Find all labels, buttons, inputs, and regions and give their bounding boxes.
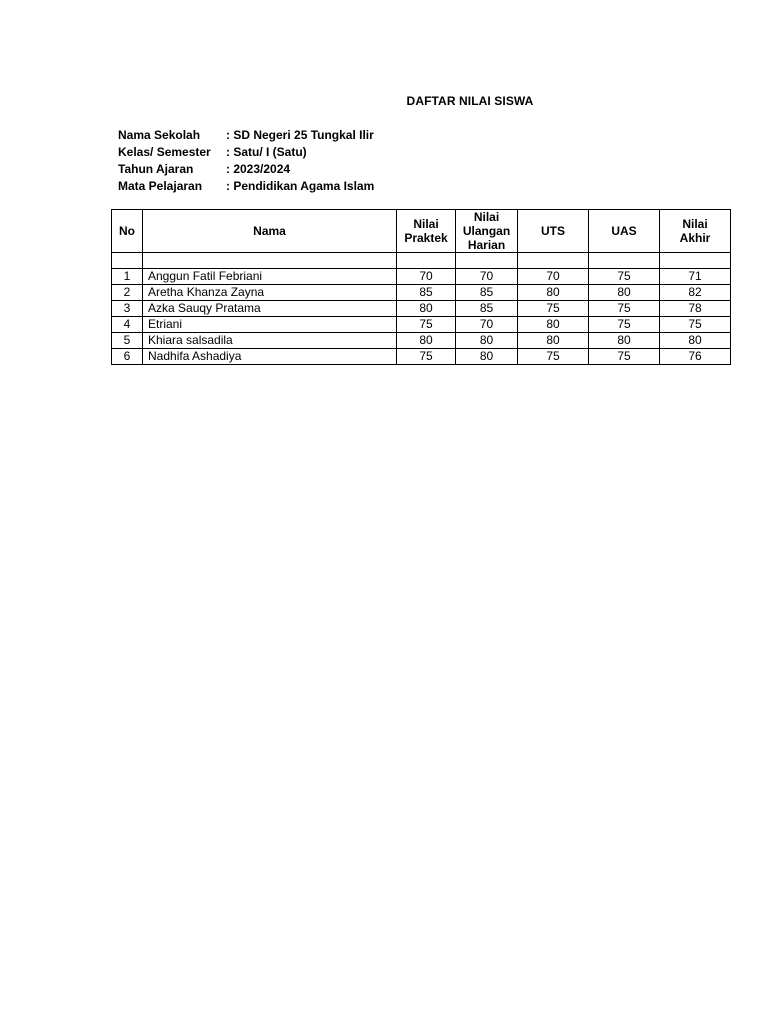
table-cell	[589, 253, 660, 269]
cell-praktek: 80	[397, 333, 456, 349]
header-line: Harian	[467, 238, 506, 252]
info-value: : Satu/ I (Satu)	[226, 145, 307, 159]
info-row-year	[118, 161, 374, 178]
info-label: Nama Sekolah	[118, 128, 201, 142]
header-line: Nilai	[413, 217, 439, 231]
table-row	[112, 285, 731, 301]
table-cell	[143, 253, 397, 269]
cell-praktek: 80	[397, 301, 456, 317]
table-row	[112, 301, 731, 317]
grades-table	[111, 209, 731, 365]
document-info	[118, 127, 374, 195]
cell-akhir: 76	[660, 349, 731, 365]
cell-uts: 80	[518, 333, 589, 349]
header-uas: UAS	[589, 210, 660, 253]
info-row-class	[118, 144, 374, 161]
table-cell	[397, 253, 456, 269]
cell-uts: 70	[518, 269, 589, 285]
cell-uas: 80	[589, 285, 660, 301]
info-value: : 2023/2024	[226, 162, 291, 176]
cell-uas: 75	[589, 349, 660, 365]
header-nama: Nama	[143, 210, 397, 253]
cell-no: 1	[112, 269, 143, 285]
info-value: : Pendidikan Agama Islam	[226, 179, 375, 193]
header-no: No	[112, 210, 143, 253]
header-line: Nilai	[682, 217, 708, 231]
cell-nama: Nadhifa Ashadiya	[143, 349, 397, 365]
cell-ulangan: 85	[456, 301, 518, 317]
table-row	[112, 333, 731, 349]
cell-uas: 75	[589, 269, 660, 285]
table-cell	[660, 253, 731, 269]
cell-ulangan: 70	[456, 269, 518, 285]
cell-praktek: 75	[397, 317, 456, 333]
cell-no: 5	[112, 333, 143, 349]
cell-akhir: 82	[660, 285, 731, 301]
cell-no: 6	[112, 349, 143, 365]
table-row	[112, 269, 731, 285]
header-line: Ulangan	[462, 224, 511, 238]
info-value: : SD Negeri 25 Tungkal Ilir	[226, 128, 374, 142]
cell-ulangan: 80	[456, 349, 518, 365]
header-line: Akhir	[679, 231, 711, 245]
cell-no: 3	[112, 301, 143, 317]
header-nilai-akhir	[660, 210, 731, 253]
cell-nama: Aretha Khanza Zayna	[143, 285, 397, 301]
table-cell	[112, 253, 143, 269]
info-row-subject	[118, 178, 374, 195]
cell-nama: Azka Sauqy Pratama	[143, 301, 397, 317]
table-row	[112, 317, 731, 333]
table-row	[112, 349, 731, 365]
cell-ulangan: 70	[456, 317, 518, 333]
cell-uts: 80	[518, 285, 589, 301]
header-line: Praktek	[404, 231, 448, 245]
header-uts: UTS	[518, 210, 589, 253]
cell-uts: 75	[518, 301, 589, 317]
cell-uas: 75	[589, 317, 660, 333]
header-nilai-praktek	[397, 210, 456, 253]
cell-uts: 75	[518, 349, 589, 365]
table-spacer-row	[112, 253, 731, 269]
cell-akhir: 80	[660, 333, 731, 349]
header-nilai-ulangan-harian	[456, 210, 518, 253]
cell-ulangan: 85	[456, 285, 518, 301]
cell-ulangan: 80	[456, 333, 518, 349]
cell-praktek: 70	[397, 269, 456, 285]
info-row-school	[118, 127, 374, 144]
cell-no: 2	[112, 285, 143, 301]
cell-nama: Anggun Fatil Febriani	[143, 269, 397, 285]
cell-praktek: 75	[397, 349, 456, 365]
cell-praktek: 85	[397, 285, 456, 301]
document-title: DAFTAR NILAI SISWA	[406, 94, 534, 108]
table-cell	[518, 253, 589, 269]
cell-uas: 80	[589, 333, 660, 349]
cell-akhir: 71	[660, 269, 731, 285]
info-label: Kelas/ Semester	[118, 145, 211, 159]
cell-nama: Etriani	[143, 317, 397, 333]
table-cell	[456, 253, 518, 269]
cell-uas: 75	[589, 301, 660, 317]
info-label: Tahun Ajaran	[118, 162, 194, 176]
header-line: Nilai	[473, 210, 500, 224]
table-header-row	[112, 210, 731, 253]
cell-akhir: 78	[660, 301, 731, 317]
cell-akhir: 75	[660, 317, 731, 333]
cell-nama: Khiara salsadila	[143, 333, 397, 349]
cell-uts: 80	[518, 317, 589, 333]
info-label: Mata Pelajaran	[118, 179, 203, 193]
cell-no: 4	[112, 317, 143, 333]
